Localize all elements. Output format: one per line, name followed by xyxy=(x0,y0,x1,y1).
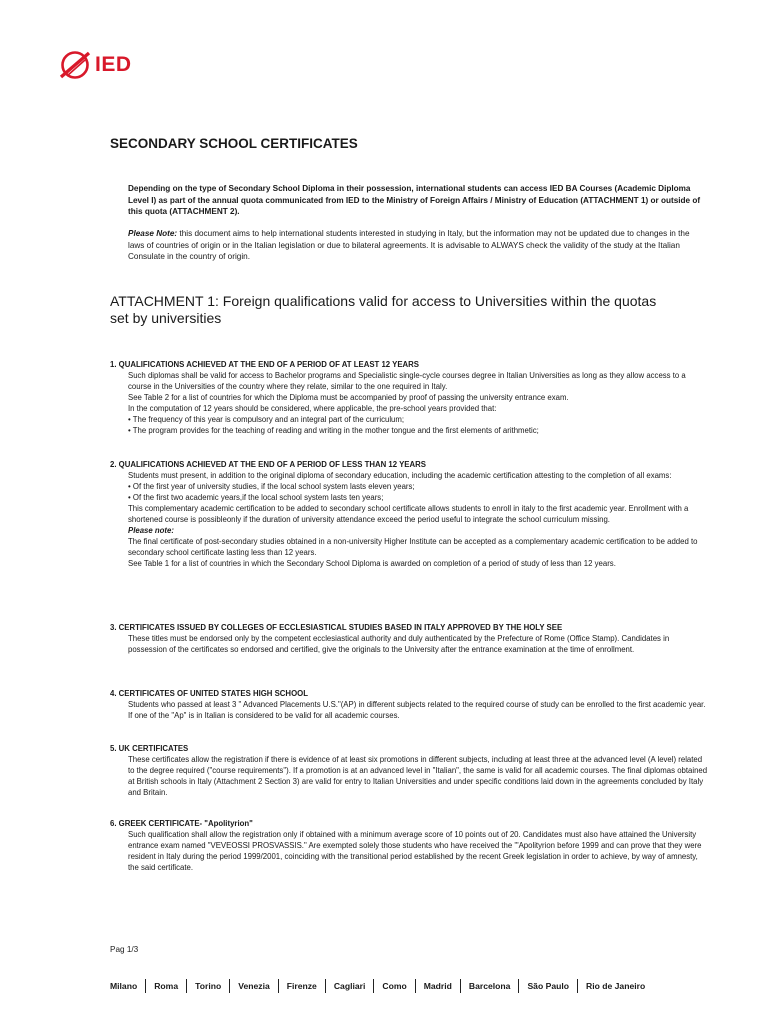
city-label: Torino xyxy=(186,979,229,993)
please-note-text: this document aims to help international students interested in studying in Italy, but the information may not be updated due to changes in the laws of countries of origin or in the Italian legislation or due to bilateral agreements. It is advisable to ALWAYS check the validity of the study at the Italian Consulate in the country of origin. xyxy=(128,229,690,261)
section-4 xyxy=(110,688,710,721)
intro-paragraph: Depending on the type of Secondary School Diploma in their possession, international students can access IED BA Courses (Academic Diploma Level I) as part of the annual quota communicated from IED to the Ministry of Foreign Affairs / Ministry of Education (ATTACHMENT 1) or outside of this quota (ATTACHMENT 2). xyxy=(128,184,701,216)
bullet-item: • Of the first year of university studies, if the local school system lasts eleven years; xyxy=(128,482,415,491)
section-text: Such diplomas shall be valid for access to Bachelor programs and Specialistic single-cycle courses degree in Italian Universities as long as they allow access to a course in the Universities of the country where they relate, similar to the one required in Italy. xyxy=(128,371,686,391)
city-label: Milano xyxy=(110,981,138,991)
city-label: Roma xyxy=(145,979,186,993)
section-heading: 2. QUALIFICATIONS ACHIEVED AT THE END OF A PERIOD OF LESS THAN 12 YEARS xyxy=(110,460,426,469)
please-note-label: Please Note: xyxy=(128,229,178,238)
bullet-item: • The program provides for the teaching of reading and writing in the mother tongue and the first elements of arithmetic; xyxy=(128,426,539,435)
city-label: Firenze xyxy=(278,979,325,993)
section-heading: 1. QUALIFICATIONS ACHIEVED AT THE END OF A PERIOD OF AT LEAST 12 YEARS xyxy=(110,360,420,369)
section-text: These certificates allow the registration if there is evidence of at least six promotions in different subjects, including at least three at the advanced level (A level) related to the degree required ("course requirements"). If a promotion is at an advanced level in "Italian", the same is valid for all academic courses. The final diplomas obtained at British schools in Italy (Attachment 2 Section 3) are valid for entry to Italian Universities and under specific conditions laid down in the agreements concluded by Italy and Britain. xyxy=(128,755,708,797)
ied-logo xyxy=(58,50,132,80)
page-title: SECONDARY SCHOOL CERTIFICATES xyxy=(110,136,358,151)
section-text: Students must present, in addition to the original diploma of secondary education, including the academic certification attesting to the completion of all exams: xyxy=(128,471,672,480)
section-heading: 4. CERTIFICATES OF UNITED STATES HIGH SCHOOL xyxy=(110,689,308,698)
city-label: Barcelona xyxy=(460,979,519,993)
please-note-paragraph xyxy=(128,228,703,263)
city-label: Madrid xyxy=(415,979,460,993)
section-5 xyxy=(110,743,710,798)
attachment-title: ATTACHMENT 1: Foreign qualifications valid for access to Universities within the quotas set by universities xyxy=(110,293,657,326)
section-text: In the computation of 12 years should be considered, where applicable, the pre-school years provided that: xyxy=(128,404,497,413)
page-number: Pag 1/3 xyxy=(110,945,139,954)
logo-text: IED xyxy=(95,53,132,76)
section-text: Students who passed at least 3 " Advanced Placements U.S."(AP) in different subjects related to the required course of study can be enrolled to the first academic year. If one of the "Ap" is in Italian is considered to be valid for all academic courses. xyxy=(128,700,706,720)
section-1 xyxy=(110,359,710,436)
section-heading: 6. GREEK CERTIFICATE- "Apolityrion" xyxy=(110,819,253,828)
ied-logo-icon xyxy=(58,50,92,80)
footer-cities xyxy=(110,979,645,993)
bullet-item: • The frequency of this year is compulsory and an integral part of the curriculum; xyxy=(128,415,405,424)
section-text: See Table 2 for a list of countries for which the Diploma must be accompanied by proof of passing the university entrance exam. xyxy=(128,393,569,402)
section-6 xyxy=(110,818,710,873)
bullet-item: • Of the first two academic years,if the local school system lasts ten years; xyxy=(128,493,384,502)
section-text: This complementary academic certification to be added to secondary school certificate allows students to enroll in italy to the first academic year. Enrollment with a shortened course is possibleonly if the duration of university attendance exceed the period useful to integrate the school curriculum missing. xyxy=(128,504,689,524)
section-heading: 5. UK CERTIFICATES xyxy=(110,744,189,753)
section-text: The final certificate of post-secondary studies obtained in a non-university Higher Institute can be accepted as a complementary academic certification to be added to secondary school certificate lasting less than 12 years. xyxy=(128,537,698,557)
section-heading: 3. CERTIFICATES ISSUED BY COLLEGES OF ECCLESIASTICAL STUDIES BASED IN ITALY APPROVED BY THE HOLY SEE xyxy=(110,623,563,632)
section-3 xyxy=(110,622,710,655)
section-text: Such qualification shall allow the registration only if obtained with a minimum average score of 10 points out of 20. Candidates must also have attained the University entrance exam named "VEVEOSSI PROSVASSIS." Are exempted solely those students who have received the '"Apolityrion before 1999 and can prove that they were resident in Italy during the period 1999/2001, coinciding with the transitional period established by the recent Greek legislation in order to achieve, by way of amnesty, the said certificate. xyxy=(128,830,702,872)
city-label: Rio de Janeiro xyxy=(577,979,645,993)
city-label: São Paulo xyxy=(518,979,577,993)
city-label: Como xyxy=(373,979,414,993)
city-label: Cagliari xyxy=(325,979,374,993)
section-2 xyxy=(110,459,710,569)
city-label: Venezia xyxy=(229,979,278,993)
section-text: See Table 1 for a list of countries in which the Secondary School Diploma is awarded on completion of a period of study of less than 12 years. xyxy=(128,559,616,568)
please-note-label: Please note: xyxy=(128,526,174,535)
section-text: These titles must be endorsed only by the competent ecclesiastical authority and duly authenticated by the Prefecture of Rome (Office Stamp). Candidates in possession of the certificates so endorsed and certified, give the originals to the University after the entrance examination at the time of enrollment. xyxy=(128,634,670,654)
